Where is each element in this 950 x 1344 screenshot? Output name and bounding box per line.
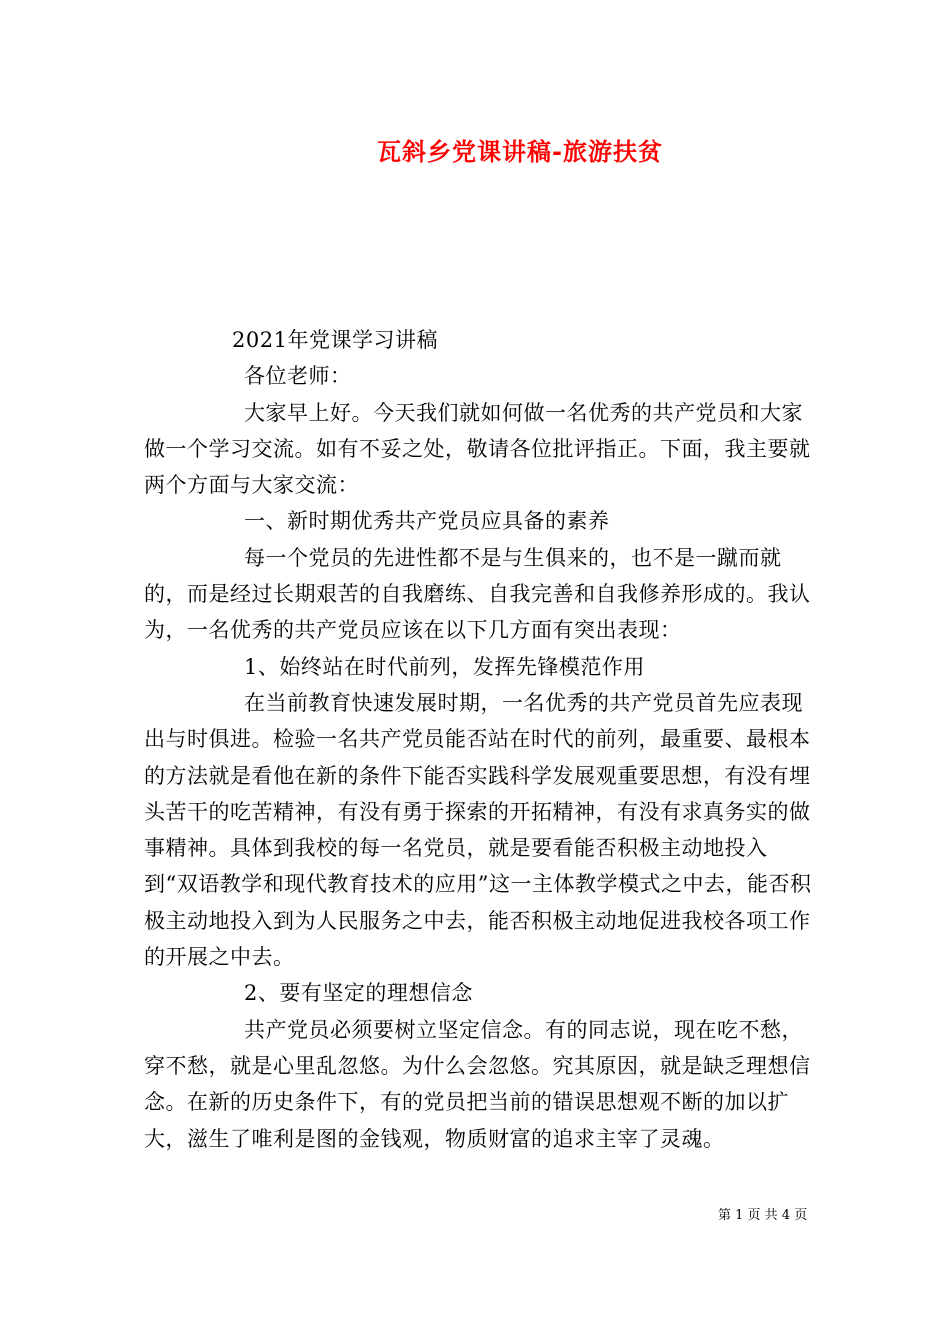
paragraph: 在当前教育快速发展时期，一名优秀的共产党员首先应表现出与时俱进。检验一名共产党员能否站在时代的前列，最重要、最根本的方法就是看他在新的条件下能否实践科学发展观重要思想，有没有埋头苦干的吃苦精神，有没有勇于探索的开拓精神，有没有求真务实的做事精神。具体到我校的每一名党员，就是要看能否积极主动地投入到“双语教学和现代教育技术的应用”这一主体教学模式之中去，能否积极主动地投入到为人民服务之中去，能否积极主动地促进我校各项工作的开展之中去。 xyxy=(144,690,812,970)
section-heading: 一、新时期优秀共产党员应具备的素养 xyxy=(244,509,610,534)
subsection-heading: 1、始终站在时代前列，发挥先锋模范作用 xyxy=(244,654,645,679)
page-number: 第 1 页 共 4 页 xyxy=(718,1208,808,1223)
document-heading: 2021年党课学习讲稿 xyxy=(232,328,438,352)
subsection-heading: 2、要有坚定的理想信念 xyxy=(244,981,473,1006)
paragraph: 共产党员必须要树立坚定信念。有的同志说，现在吃不愁，穿不愁，就是心里乱忽悠。为什么会忽悠。究其原因，就是缺乏理想信念。在新的历史条件下，有的党员把当前的错误思想观不断的加以扩大，滋生了唯利是图的金钱观，物质财富的追求主宰了灵魂。 xyxy=(144,1017,811,1151)
document-body xyxy=(144,322,814,1157)
salutation: 各位老师： xyxy=(244,364,352,389)
paragraph: 大家早上好。今天我们就如何做一名优秀的共产党员和大家做一个学习交流。如有不妥之处，敬请各位批评指正。下面，我主要就两个方面与大家交流： xyxy=(144,400,811,498)
document-title: 瓦斜乡党课讲稿-旅游扶贫 xyxy=(377,138,663,166)
paragraph: 每一个党员的先进性都不是与生俱来的，也不是一蹴而就的，而是经过长期艰苦的自我磨练、自我完善和自我修养形成的。我认为，一名优秀的共产党员应该在以下几方面有突出表现： xyxy=(144,545,811,643)
